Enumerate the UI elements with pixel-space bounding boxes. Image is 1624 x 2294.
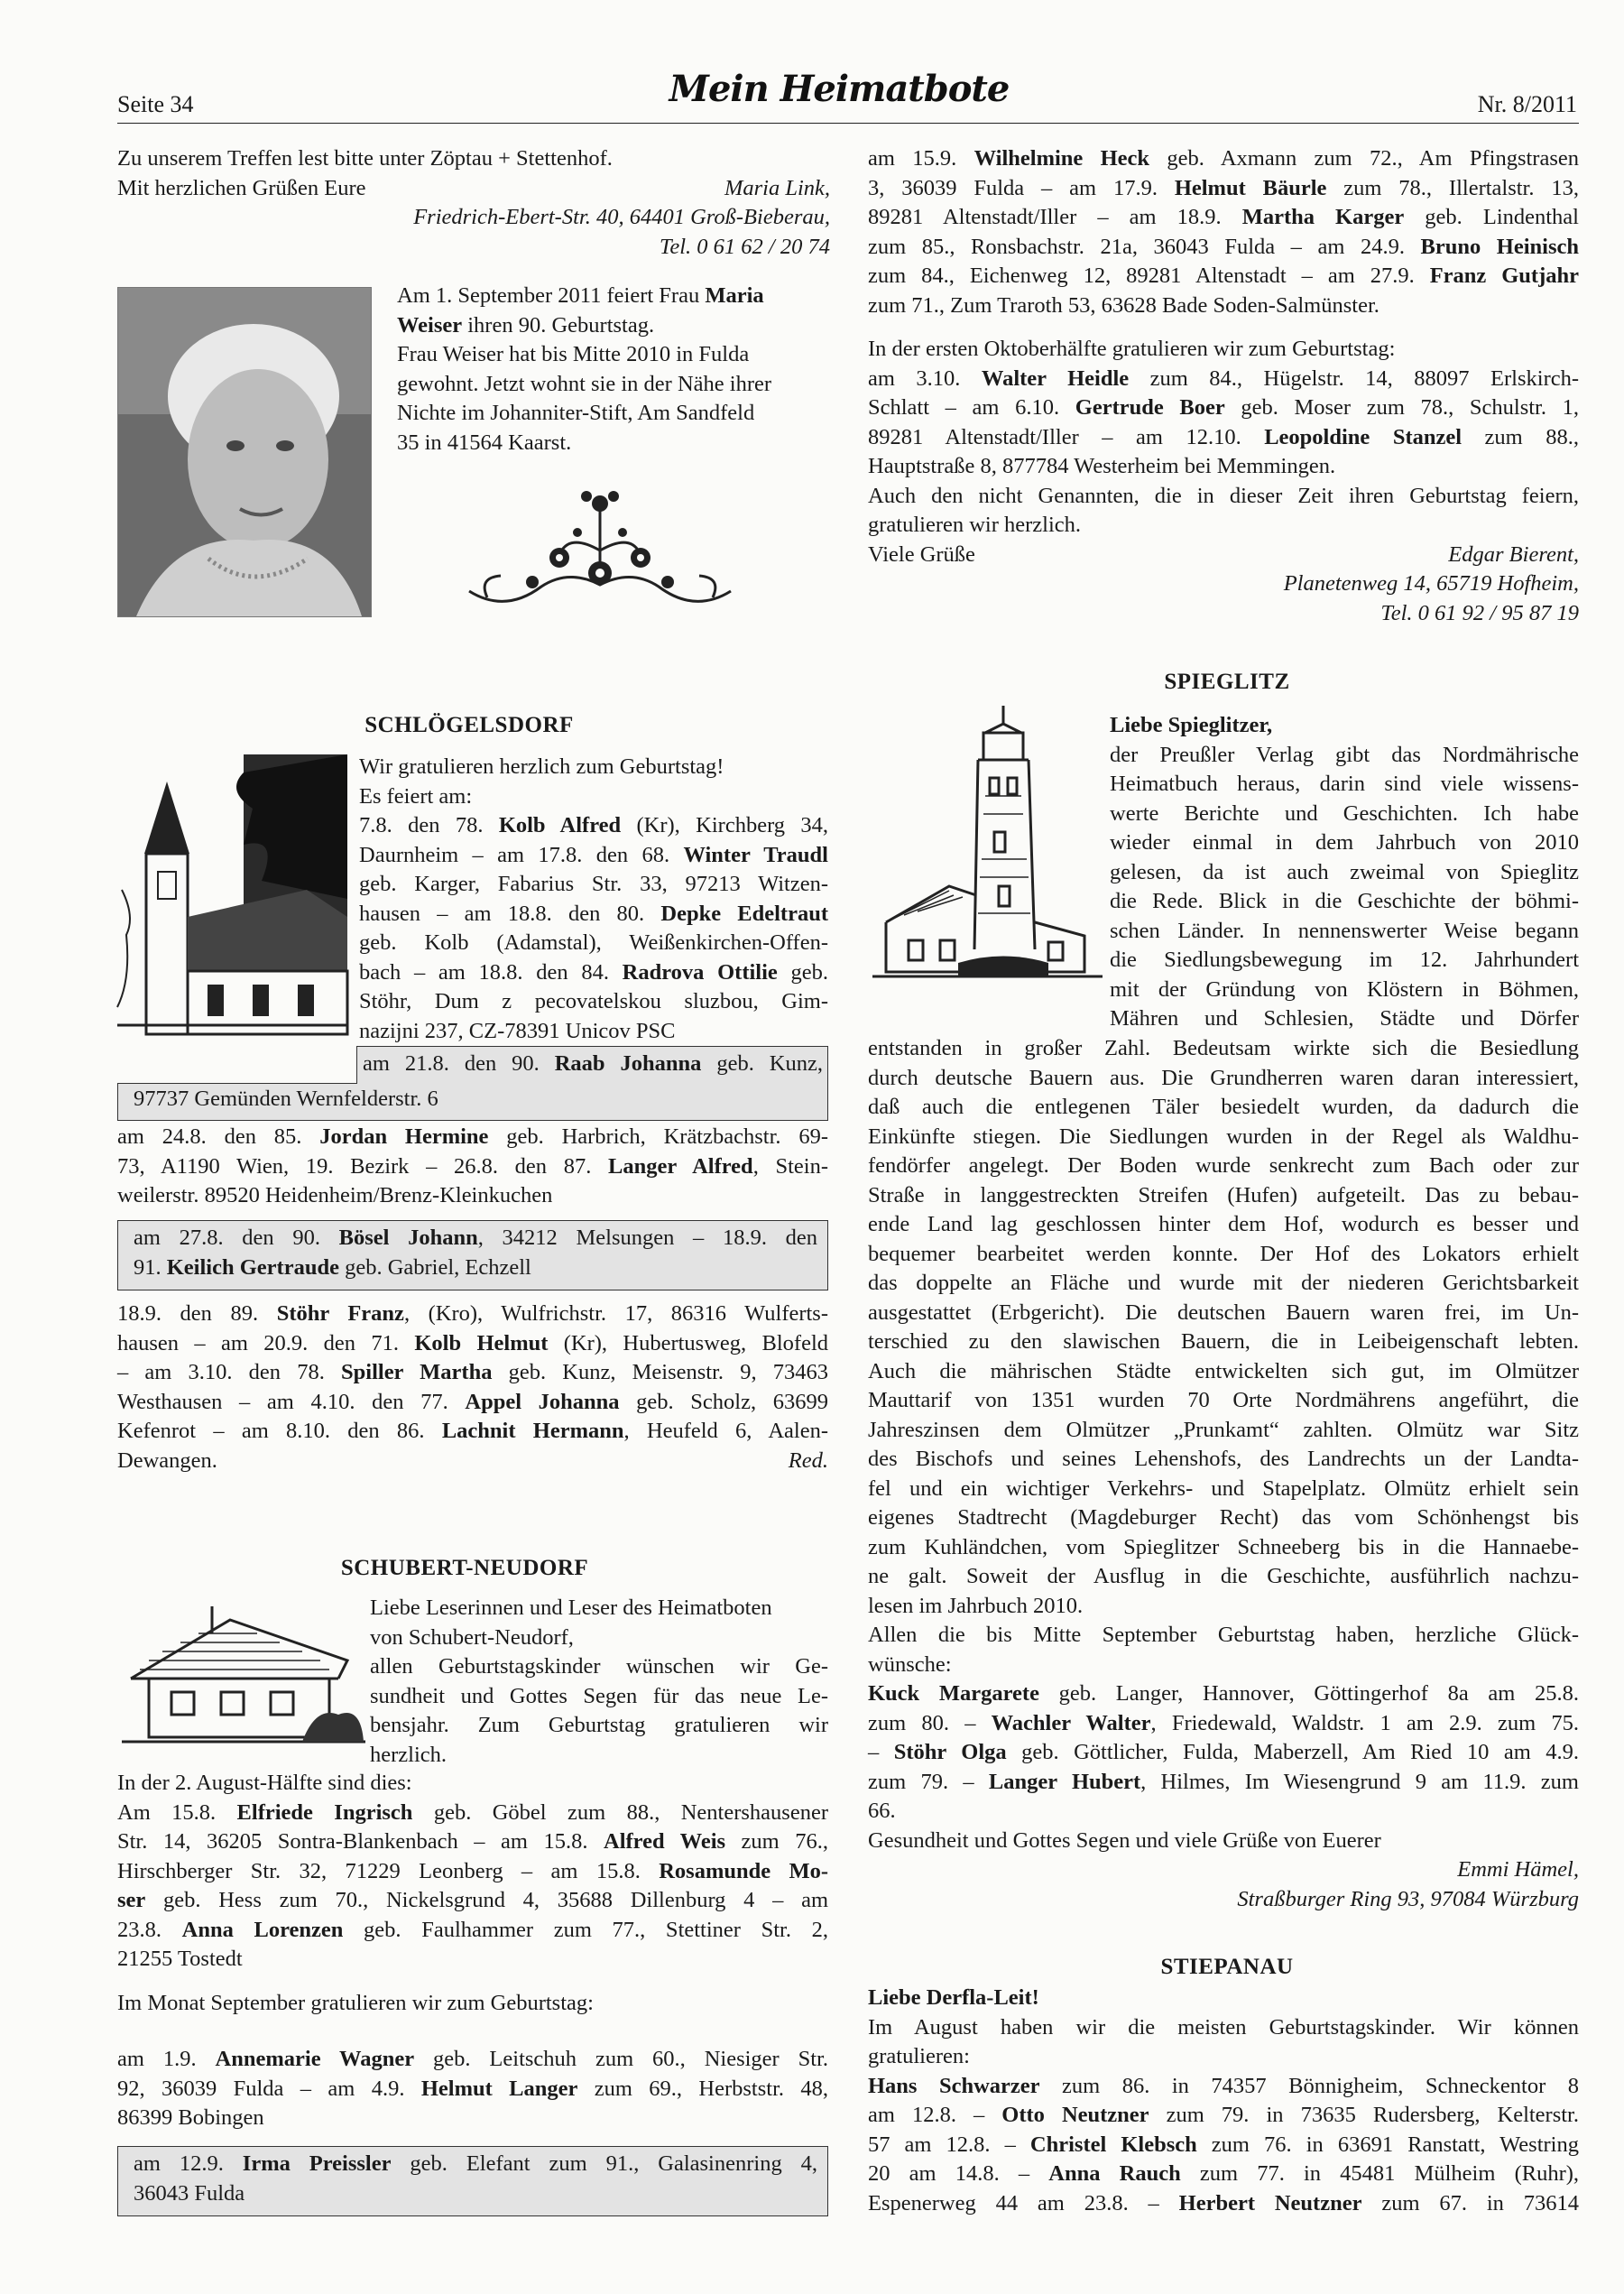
signature-phone: Tel. 0 61 62 / 20 74	[660, 234, 830, 259]
text-line: 18.9. den 89. Stöhr Franz, (Kro), Wulfrichstr. 17, 86316 Wulferts-	[117, 1301, 829, 1326]
text-line: die Siedlungsbewegung im 12. Jahrhundert	[1110, 948, 1579, 972]
notice-line: Frau Weiser hat bis Mitte 2010 in Fulda	[397, 342, 750, 366]
box-line: am 21.8. den 90. Raab Johanna geb. Kunz,	[363, 1051, 823, 1076]
text-line: daß auch die entlegenen Täler besiedelt wurden, da dadurch die	[868, 1095, 1579, 1119]
text-line: gelesen, da ist auch zweimal von Spieglitz	[1110, 859, 1579, 884]
box-line: 91. Keilich Gertraude geb. Gabriel, Echzell	[134, 1254, 531, 1280]
box-text-boesel	[134, 1224, 817, 1282]
text-line: Auch den nicht Genannten, die in dieser Zeit ihren Geburtstag feiern,	[868, 483, 1579, 508]
tower-illustration	[868, 706, 1107, 994]
text-line: hausen – am 18.8. den 80. Depke Edeltraut	[359, 901, 828, 926]
intro-block	[117, 144, 830, 262]
text-line: Wir gratulieren herzlich zum Geburtstag!	[359, 754, 724, 779]
text-line: am 15.9. Wilhelmine Heck geb. Axmann zum 72., Am Pfingstrasen	[868, 146, 1579, 171]
text-line: 92, 36039 Fulda – am 4.9. Helmut Langer zum 69., Herbststr. 48,	[117, 2076, 828, 2101]
text-line: Jahreszinsen dem Olmützer „Prunkamt“ zahlten. Olmütz war Sitz	[868, 1417, 1579, 1442]
box-line: 97737 Gemünden Wernfelderstr. 6	[134, 1087, 438, 1111]
spieglitz-narrow-text	[1110, 711, 1579, 1034]
text-line: ser geb. Hess zum 70., Nickelsgrund 4, 35688 Dillenburg 4 – am	[117, 1888, 828, 1912]
text-line: fendörfer angelegt. Der Boden wurde senkrecht zum Bach oder zur	[868, 1153, 1579, 1178]
text-line: gratulieren wir herzlich.	[868, 513, 1082, 537]
text-line: sundheit und Gottes Segen für das neue Le-	[370, 1683, 828, 1708]
text-line: nazijni 237, CZ-78391 Unicov PSC	[359, 1018, 676, 1043]
schloegelsdorf-tail	[117, 1300, 828, 1475]
text-line: Mähren und Schlesien, Städte und Dörfer	[1110, 1006, 1579, 1031]
text-line: eigenes Stadtrecht (Magdeburger Recht) das vom Schönhengst bis	[868, 1505, 1579, 1530]
text-line: bequemer bearbeitet werden konnte. Der Hof des Lokators erhielt	[868, 1241, 1579, 1266]
text-line: allen Geburtstagskinder wünschen wir Ge-	[370, 1654, 828, 1679]
text-line: In der ersten Oktoberhälfte gratulieren wir zum Geburtstag:	[868, 337, 1396, 361]
intro-line: Zu unserem Treffen lest bitte unter Zöptau + Stettenhof.	[117, 146, 613, 171]
schloegelsdorf-mid	[117, 1123, 828, 1211]
text-line: ausgestattet (Erbgericht). Die deutschen Bauern waren frei, im Un-	[868, 1300, 1579, 1325]
text-line: der Preußler Verlag gibt das Nordmährische	[1110, 742, 1579, 767]
text-line: Liebe Leserinnen und Leser des Heimatboten	[370, 1596, 772, 1620]
salutation: Liebe Derfla-Leit!	[868, 1985, 1039, 2010]
text-line: zum Kuhländchen, vom Spieglitzer Schneeberg bis in die Hannaebe-	[868, 1534, 1579, 1559]
text-line: Straße in langgestreckten Streifen (Hufen) aufgeteilt. Das zu bebau-	[868, 1182, 1579, 1207]
text-line: Hirschberger Str. 32, 71229 Leonberg – am 15.8. Rosamunde Mo-	[117, 1858, 829, 1883]
text-line: 20 am 14.8. – Anna Rauch zum 77. in 45481 Mülheim (Ruhr),	[868, 2161, 1580, 2186]
text-line: entstanden in großer Zahl. Bedeutsam wirkte sich die Besiedlung	[868, 1036, 1579, 1060]
text-line: Daurnheim – am 17.8. den 68. Winter Traudl	[359, 842, 828, 867]
signature-address: Straßburger Ring 93, 97084 Würzburg	[1237, 1886, 1579, 1911]
text-line: 3, 36039 Fulda – am 17.9. Helmut Bäurle zum 78., Illertalstr. 13,	[868, 175, 1579, 200]
text-line: mit der Gründung von Klöstern in Böhmen,	[1110, 976, 1579, 1002]
text-line: – Stöhr Olga geb. Göttlicher, Fulda, Maberzell, Am Ried 10 am 4.9.	[868, 1740, 1579, 1764]
text-line: Dewangen.	[117, 1448, 217, 1473]
text-line: Heimatbuch heraus, darin sind viele wissens-	[1110, 772, 1579, 796]
text-line: zum 85., Ronsbachstr. 21a, 36043 Fulda – am 24.9. Bruno Heinisch	[868, 234, 1579, 259]
text-line: hausen – am 20.9. den 71. Kolb Helmut (Kr), Hubertusweg, Blofeld	[117, 1330, 829, 1355]
text-line: bensjahr. Zum Geburtstag gratulieren wir	[370, 1713, 828, 1737]
text-line: – am 3.10. den 78. Spiller Martha geb. Kunz, Meisenstr. 9, 73463	[117, 1360, 828, 1384]
masthead-title: Mein Heimatbote	[669, 68, 1010, 110]
schubert-body	[117, 1769, 828, 2133]
text-line: durch deutsche Bauern aus. Die Grundherren waren daran interessiert,	[868, 1065, 1579, 1090]
text-line: zum 84., Eichenweg 12, 89281 Altenstadt – am 27.9. Franz Gutjahr	[868, 264, 1579, 288]
text-line: von Schubert-Neudorf,	[370, 1624, 574, 1650]
text-line: am 3.10. Walter Heidle zum 84., Hügelstr. 14, 88097 Erlskirch-	[868, 365, 1580, 391]
text-line: 89281 Altenstadt/Iller – am 18.9. Martha Karger geb. Lindenthal	[868, 205, 1579, 229]
section-title-schubert-neudorf: SCHUBERT-NEUDORF	[340, 1556, 589, 1580]
box-line: am 12.9. Irma Preissler geb. Elefant zum 91., Galasinenring 4,	[134, 2151, 817, 2176]
text-line: Espenerweg 44 am 23.8. – Herbert Neutzner zum 67. in 73614	[868, 2190, 1579, 2215]
spieglitz-wide-text	[868, 1034, 1579, 1914]
schloegelsdorf-text	[359, 753, 828, 1046]
notice-line: 35 in 41564 Kaarst.	[397, 430, 572, 455]
notice-line: gewohnt. Jetzt wohnt sie in der Nähe ihrer	[397, 371, 772, 396]
box-text-preissler	[134, 2150, 817, 2208]
text-line: schen Länder. In nennenswerter Weise begann	[1110, 918, 1579, 943]
section-title-spieglitz: SPIEGLITZ	[1164, 670, 1290, 694]
text-line: fel und ein wichtiger Verkehrs- und Stapelplatz. Olmütz erhielt sein	[868, 1475, 1579, 1501]
text-line: 21255 Tostedt	[117, 1947, 243, 1971]
notice-line: Weiser ihren 90. Geburtstag.	[397, 312, 655, 338]
text-line: geb. Kolb (Adamstal), Weißenkirchen-Offen-	[359, 930, 828, 955]
text-line: In der 2. August-Hälfte sind dies:	[117, 1771, 412, 1795]
text-line: weilerstr. 89520 Heidenheim/Brenz-Kleinkuchen	[117, 1183, 553, 1207]
box-line: 36043 Fulda	[134, 2180, 245, 2206]
text-line: ende Land lag geschlossen hinter dem Hof, wodurch es besser und	[868, 1212, 1579, 1236]
text-line: bach – am 18.8. den 84. Radrova Ottilie geb.	[359, 959, 829, 985]
text-line: 57 am 12.8. – Christel Klebsch zum 76. in 63691 Ranstatt, Westring	[868, 2132, 1579, 2157]
text-line: Es feiert am:	[359, 783, 473, 809]
signature-phone: Tel. 0 61 92 / 95 87 19	[1380, 600, 1579, 625]
church-illustration	[117, 754, 347, 1034]
text-line: Einkünfte stiegen. Die Siedlungen wurden in der Regel als Waldhu-	[868, 1124, 1579, 1149]
notice-line: Am 1. September 2011 feiert Frau Maria	[397, 283, 764, 308]
text-line: geb. Karger, Fabarius Str. 33, 97213 Witzen-	[359, 872, 828, 896]
signature-name: Maria Link,	[724, 175, 830, 200]
text-line: Str. 14, 36205 Sontra-Blankenbach – am 15.8. Alfred Weis zum 76.,	[117, 1829, 828, 1854]
signature-name: Emmi Hämel,	[1457, 1857, 1579, 1882]
text-line: Allen die bis Mitte September Geburtstag haben, herzliche Glück-	[868, 1623, 1579, 1647]
text-line: am 12.8. – Otto Neutzner zum 79. in 73635 Rudersberg, Kelterstr.	[868, 2103, 1579, 2127]
text-line: Im Monat September gratulieren wir zum Geburtstag:	[117, 1990, 594, 2015]
intro-line: Mit herzlichen Grüßen Eure	[117, 175, 366, 200]
text-line: das doppelte an Fläche und wurde mit der niederen Gerichtsbarkeit	[868, 1271, 1579, 1295]
signature-address: Friedrich-Ebert-Str. 40, 64401 Groß-Bieberau,	[413, 205, 830, 229]
text-line: 73, A1190 Wien, 19. Bezirk – 26.8. den 87. Langer Alfred, Stein-	[117, 1153, 829, 1179]
text-line: zum 79. – Langer Hubert, Hilmes, Im Wiesengrund 9 am 11.9. zum	[868, 1769, 1579, 1794]
text-line: Mauttarif von 1351 wurden 70 Orte Nordmährens angeführt, die	[868, 1388, 1579, 1412]
text-line: Schlatt – am 6.10. Gertrude Boer geb. Moser zum 78., Schulstr. 1,	[868, 395, 1579, 420]
section-title-schloegelsdorf: SCHLÖGELSDORF	[364, 713, 574, 737]
text-line: zum 80. – Wachler Walter, Friedewald, Waldstr. 1 am 2.9. zum 75.	[868, 1710, 1579, 1735]
greeting: Viele Grüße	[868, 541, 975, 567]
stiepanau-text	[868, 1984, 1579, 2218]
text-line: Gesundheit und Gottes Segen und viele Grüße von Euerer	[868, 1827, 1381, 1853]
text-line: Im August haben wir die meisten Geburtstagskinder. Wir können	[868, 2014, 1579, 2040]
text-line: herzlich.	[370, 1742, 448, 1767]
issue-number: Nr. 8/2011	[1477, 91, 1577, 117]
salutation: Liebe Spieglitzer,	[1110, 713, 1273, 737]
signature-name: Edgar Bierent,	[1448, 541, 1579, 567]
text-line: 66.	[868, 1799, 896, 1823]
text-line: am 24.8. den 85. Jordan Hermine geb. Harbrich, Krätzbachstr. 69-	[117, 1124, 828, 1149]
text-line: 89281 Altenstadt/Iller – am 12.10. Leopoldine Stanzel zum 88.,	[868, 424, 1579, 449]
text-line: Stöhr, Dum z pecovatelskou sluzbou, Gim-	[359, 989, 828, 1013]
section-title-stiepanau: STIEPANAU	[1160, 1955, 1294, 1979]
text-line: 86399 Bobingen	[117, 2105, 264, 2130]
right-top-list	[868, 144, 1579, 628]
masthead-logo	[669, 63, 1010, 114]
floral-ornament	[451, 478, 749, 623]
text-line: wieder einmal in dem Jahrbuch von 2010	[1110, 830, 1579, 855]
text-line: Am 15.8. Elfriede Ingrisch geb. Göbel zum 88., Nentershausener	[117, 1799, 828, 1825]
text-line: 7.8. den 78. Kolb Alfred (Kr), Kirchberg 34,	[359, 813, 829, 837]
signature-address: Planetenweg 14, 65719 Hofheim,	[1283, 571, 1579, 596]
text-line: Auch die mährischen Städte entwickelten sich gut, im Olmützer	[868, 1358, 1579, 1383]
text-line: 23.8. Anna Lorenzen geb. Faulhammer zum 77., Stettiner Str. 2,	[117, 1917, 828, 1942]
text-line: terschied zu den slawischen Bauern, die in Leibeigenschaft lebten.	[868, 1329, 1579, 1354]
text-line: ne galt. Soweit der Ausflug in die Geschichte, ausführlich nachzu-	[868, 1564, 1579, 1588]
birthday-notice-weiser	[397, 282, 826, 458]
text-line: am 1.9. Annemarie Wagner geb. Leitschuh zum 60., Niesiger Str.	[117, 2047, 829, 2071]
text-line: Hans Schwarzer zum 86. in 74357 Bönnigheim, Schneckentor 8	[868, 2073, 1579, 2098]
page-number: Seite 34	[117, 91, 194, 117]
text-line: zum 71., Zum Traroth 53, 63628 Bade Soden-Salmünster.	[868, 292, 1379, 318]
text-line: Hauptstraße 8, 877784 Westerheim bei Memmingen.	[868, 454, 1336, 478]
text-line: die Rede. Blick in die Geschichte der böhmi-	[1110, 889, 1579, 913]
header-rule	[117, 123, 1579, 124]
text-line: wünsche:	[868, 1651, 952, 1677]
portrait-photo	[117, 287, 372, 617]
text-line: lesen im Jahrbuch 2010.	[868, 1593, 1084, 1618]
text-line: Westhausen – am 4.10. den 77. Appel Johanna geb. Scholz, 63699	[117, 1389, 828, 1414]
editor-signature: Red.	[788, 1448, 828, 1473]
schubert-intro	[370, 1594, 828, 1770]
text-line: des Bischofs und seines Lehenshofs, des Landrechts un der Landta-	[868, 1447, 1579, 1471]
farmhouse-illustration	[122, 1606, 365, 1751]
text-line: Kuck Margarete geb. Langer, Hannover, Göttingerhof 8a am 25.8.	[868, 1681, 1580, 1706]
text-line: werte Berichte und Geschichten. Ich habe	[1110, 800, 1579, 826]
text-line: gratulieren:	[868, 2044, 970, 2068]
notice-line: Nichte im Johanniter-Stift, Am Sandfeld	[397, 401, 755, 425]
box-line: am 27.8. den 90. Bösel Johann, 34212 Melsungen – 18.9. den	[134, 1226, 817, 1250]
text-line: Kefenrot – am 8.10. den 86. Lachnit Hermann, Heufeld 6, Aalen-	[117, 1419, 829, 1443]
